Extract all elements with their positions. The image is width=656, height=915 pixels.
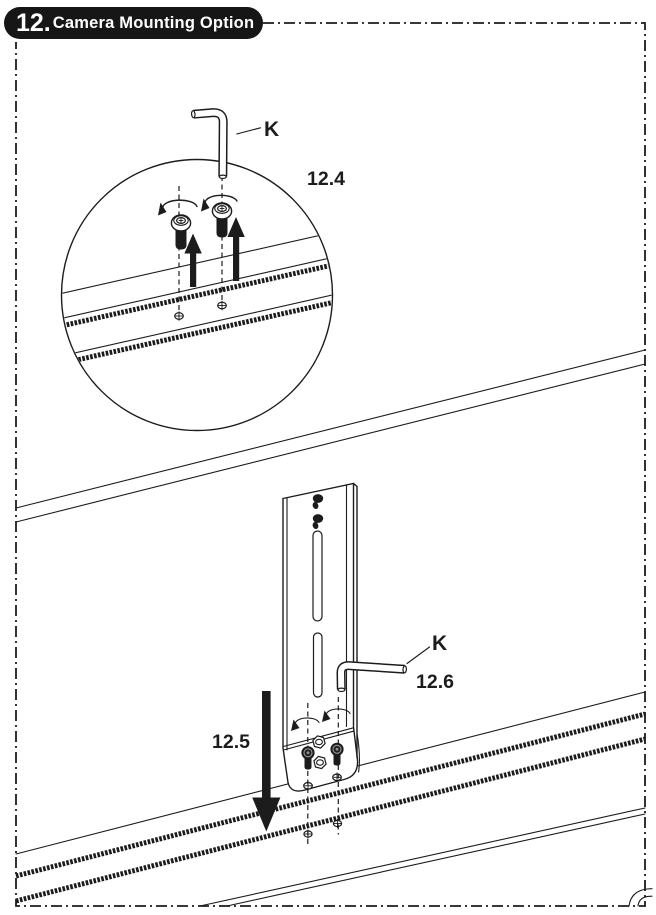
step-12-5-label: 12.5 bbox=[212, 731, 250, 753]
slide-down-step bbox=[212, 691, 280, 832]
hex-screw bbox=[314, 756, 326, 768]
corner-object bbox=[629, 889, 652, 906]
k-leader-line bbox=[237, 128, 261, 134]
detail-circle bbox=[55, 160, 340, 451]
section-title: Camera Mounting Option bbox=[52, 13, 255, 32]
tool-k-label: K bbox=[264, 118, 280, 141]
k-leader-line bbox=[407, 647, 430, 664]
tighten-step bbox=[338, 632, 454, 693]
tool-k-label: K bbox=[432, 632, 448, 655]
step-12-4-label: 12.4 bbox=[307, 168, 345, 190]
section-banner bbox=[4, 7, 263, 39]
bracket-slot-long bbox=[313, 531, 322, 621]
section-number: 12. bbox=[16, 8, 51, 37]
step-12-6-label: 12.6 bbox=[416, 671, 454, 693]
hex-screw bbox=[313, 736, 325, 748]
bracket-slot-short bbox=[314, 633, 323, 697]
